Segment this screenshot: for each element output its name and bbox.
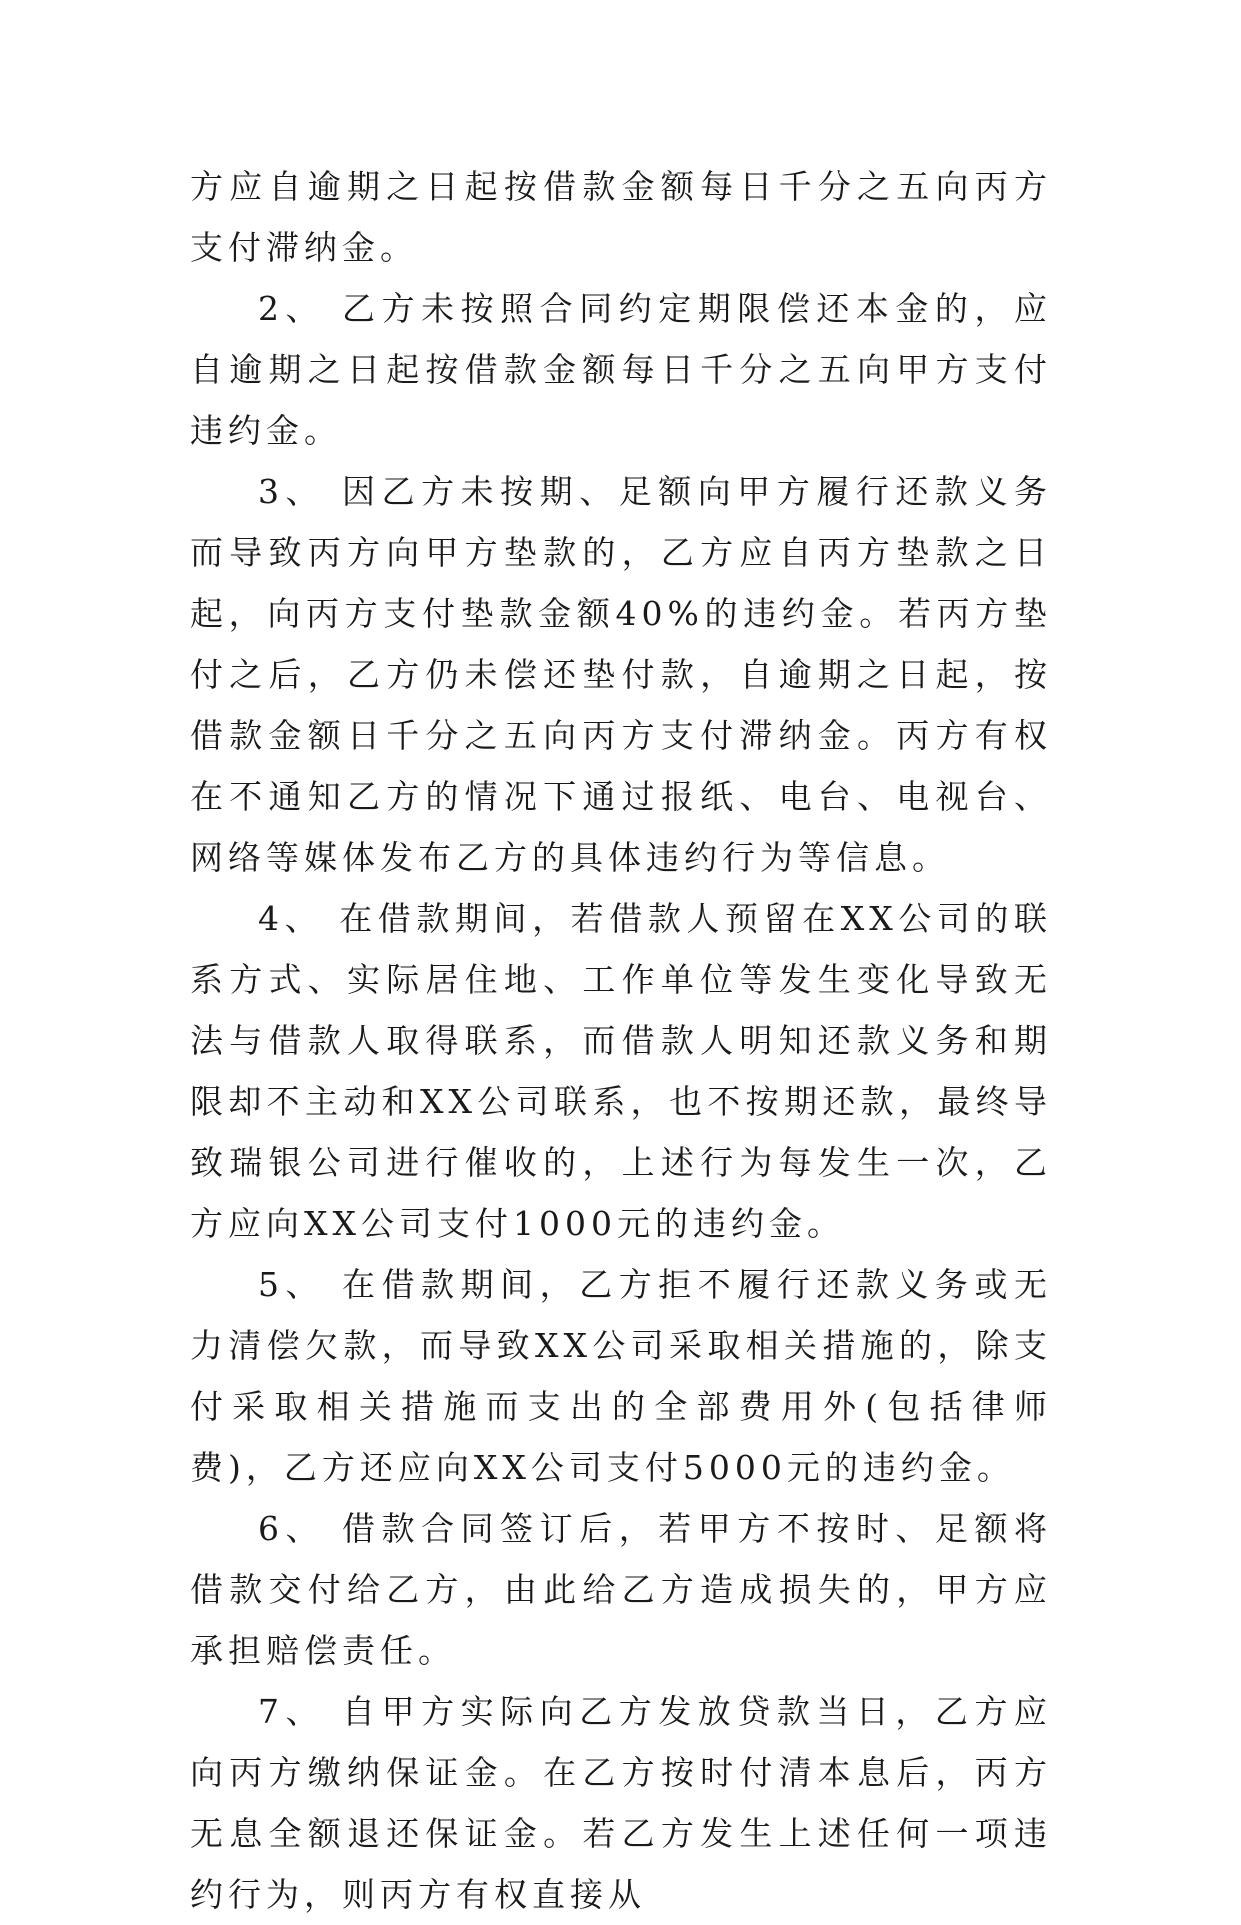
clause-5: 5、 在借款期间，乙方拒不履行还款义务或无力清偿欠款，而导致XX公司采取相关措施的，除支付采取相关措施而支出的全部费用外(包括律师费)，乙方还应向XX公司支付5000元的违约金。	[190, 1265, 1052, 1487]
clause-2: 2、 乙方未按照合同约定期限偿还本金的，应自逾期之日起按借款金额每日千分之五向甲方支付违约金。	[190, 289, 1052, 450]
clause-6: 6、 借款合同签订后，若甲方不按时、足额将借款交付给乙方，由此给乙方造成损失的，甲方应承担赔偿责任。	[190, 1509, 1052, 1670]
document-body	[190, 156, 1052, 1925]
paragraph-continuation: 方应自逾期之日起按借款金额每日千分之五向丙方支付滞纳金。	[190, 167, 1052, 267]
clause-3: 3、 因乙方未按期、足额向甲方履行还款义务而导致丙方向甲方垫款的，乙方应自丙方垫款之日起，向丙方支付垫款金额40%的违约金。若丙方垫付之后，乙方仍未偿还垫付款，自逾期之日起，按借款金额日千分之五向丙方支付滞纳金。丙方有权在不通知乙方的情况下通过报纸、电台、电视台、网络等媒体发布乙方的具体违约行为等信息。	[190, 472, 1052, 877]
clause-7: 7、 自甲方实际向乙方发放贷款当日，乙方应向丙方缴纳保证金。在乙方按时付清本息后，丙方无息全额退还保证金。若乙方发生上述任何一项违约行为，则丙方有权直接从	[190, 1692, 1052, 1914]
clause-4: 4、 在借款期间，若借款人预留在XX公司的联系方式、实际居住地、工作单位等发生变化导致无法与借款人取得联系，而借款人明知还款义务和期限却不主动和XX公司联系，也不按期还款，最终导致瑞银公司进行催收的，上述行为每发生一次，乙方应向XX公司支付1000元的违约金。	[190, 899, 1052, 1243]
